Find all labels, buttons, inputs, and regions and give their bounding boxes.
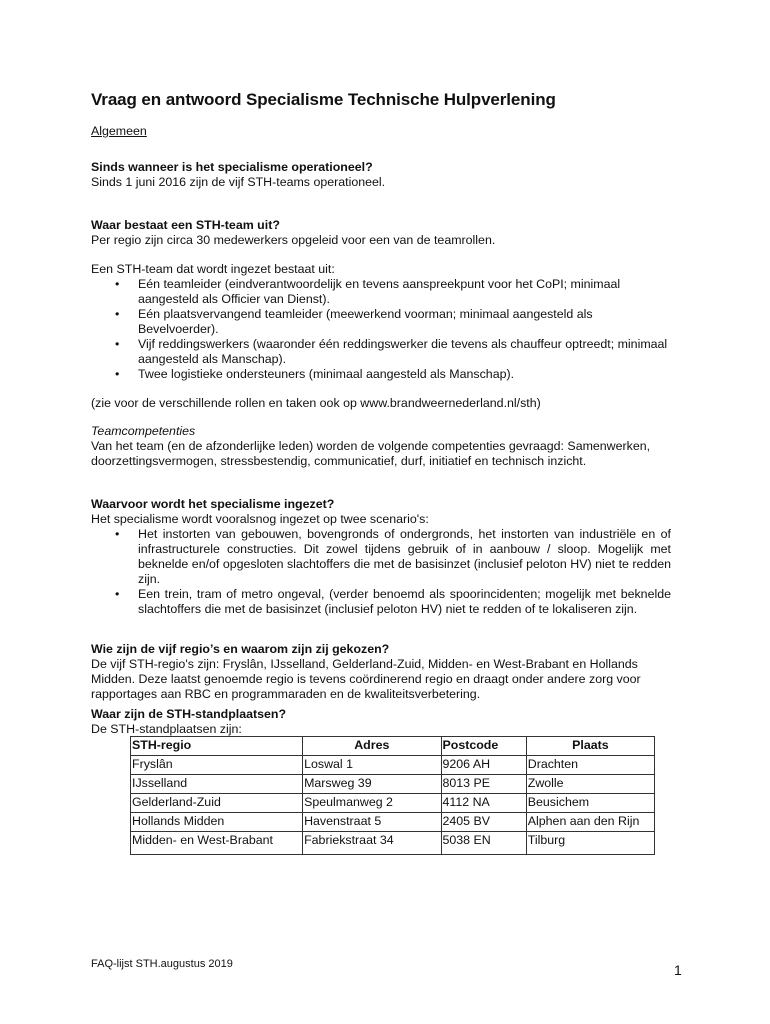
usage-intro: Het specialisme wordt vooralsnog ingezet op twee scenario's: (91, 512, 429, 526)
page-number: 1 (674, 962, 682, 978)
list-item: • Eén plaatsvervangend teamleider (meewerkend voorman; minimaal aangesteld als Bevelvoerder). (91, 307, 671, 337)
table-row (131, 813, 655, 832)
answer-operational: Sinds 1 juni 2016 zijn de vijf STH-teams operationeel. (91, 175, 386, 189)
table-cell: 4112 NA (441, 794, 526, 813)
table-cell: 8013 PE (441, 775, 526, 794)
table-cell: 9206 AH (441, 756, 526, 775)
roles-note: (zie voor de verschillende rollen en taken ook op www.brandweernederland.nl/sth) (91, 396, 541, 410)
table-cell: 2405 BV (441, 813, 526, 832)
table-cell: Drachten (526, 756, 654, 775)
answer-regions: De vijf STH-regio's zijn: Fryslân, IJsselland, Gelderland-Zuid, Midden- en West-Brabant en Hollands Midden. Deze laatst genoemde regio is tevens coördinerend regio en draagt onder andere zorg voor rapportages aan RBC en programmaraden en de kwaliteitsverbetering. (91, 657, 641, 701)
table-cell: Fryslân (131, 756, 303, 775)
answer-team-composition: Per regio zijn circa 30 medewerkers opgeleid voor een van de teamrollen. (91, 233, 496, 247)
table-cell: Tilburg (526, 832, 654, 855)
scenario-list (91, 527, 671, 617)
table-cell: Hollands Midden (131, 813, 303, 832)
question-team-composition: Waar bestaat een STH-team uit? (91, 218, 280, 232)
locations-table (130, 736, 655, 855)
table-cell: Beusichem (526, 794, 654, 813)
table-row (131, 775, 655, 794)
column-header: Plaats (526, 737, 654, 756)
table-cell: IJsselland (131, 775, 303, 794)
competencies-text: Van het team (en de afzonderlijke leden) worden de volgende competenties gevraagd: Samenwerken, doorzettingsvermogen, stressbestendig, communicatief, durf, initiatief en technisch inzicht. (91, 439, 651, 468)
list-item: • Vijf reddingswerkers (waaronder één reddingswerker die tevens als chauffeur optreedt; minimaal aangesteld als Manschap). (91, 337, 671, 367)
question-locations: Waar zijn de STH-standplaatsen? (91, 707, 287, 721)
list-item: • Eén teamleider (eindverantwoordelijk en tevens aanspreekpunt voor het CoPI; minimaal aangesteld als Officier van Dienst). (91, 277, 671, 307)
table-row (131, 794, 655, 813)
question-operational: Sinds wanneer is het specialisme operationeel? (91, 160, 373, 174)
section-heading: Algemeen (91, 124, 147, 138)
table-cell: Havenstraat 5 (303, 813, 441, 832)
table-cell: Midden- en West-Brabant (131, 832, 303, 855)
list-item: • Een trein, tram of metro ongeval, (verder benoemd als spoorincidenten; mogelijk met beknelde slachtoffers die met de basisinzet (inclusief peloton HV) niet te redden of te lokaliseren zijn. (91, 587, 671, 617)
table-cell: Zwolle (526, 775, 654, 794)
table-header-row (131, 737, 655, 756)
team-intro: Een STH-team dat wordt ingezet bestaat uit: (91, 262, 335, 276)
page-title: Vraag en antwoord Specialisme Technische Hulpverlening (91, 90, 556, 109)
table-cell: Alphen aan den Rijn (526, 813, 654, 832)
table-cell: Gelderland-Zuid (131, 794, 303, 813)
column-header: Adres (303, 737, 441, 756)
list-item: • Twee logistieke ondersteuners (minimaal aangesteld als Manschap). (91, 367, 671, 382)
table-cell: 5038 EN (441, 832, 526, 855)
team-roles-list (91, 277, 671, 382)
question-usage: Waarvoor wordt het specialisme ingezet? (91, 497, 335, 511)
competencies-heading: Teamcompetenties (91, 424, 196, 438)
list-item: • Het instorten van gebouwen, bovengronds of ondergronds, het instorten van industriële en of infrastructurele constructies. Dit zowel tijdens gebruik of in aanbouw / sloop. Mogelijk met beknelde en/of opgesloten slachtoffers die met de basisinzet (inclusief peloton HV) niet te redden zijn. (91, 527, 671, 587)
table-cell: Speulmanweg 2 (303, 794, 441, 813)
table-cell: Loswal 1 (303, 756, 441, 775)
page-footer: FAQ-lijst STH.augustus 2019 (91, 958, 233, 970)
table-row (131, 756, 655, 775)
column-header: Postcode (441, 737, 526, 756)
table-cell: Fabriekstraat 34 (303, 832, 441, 855)
table-cell: Marsweg 39 (303, 775, 441, 794)
column-header: STH-regio (131, 737, 303, 756)
locations-intro: De STH-standplaatsen zijn: (91, 722, 242, 736)
table-row (131, 832, 655, 855)
question-regions: Wie zijn de vijf regio’s en waarom zijn zij gekozen? (91, 642, 390, 656)
